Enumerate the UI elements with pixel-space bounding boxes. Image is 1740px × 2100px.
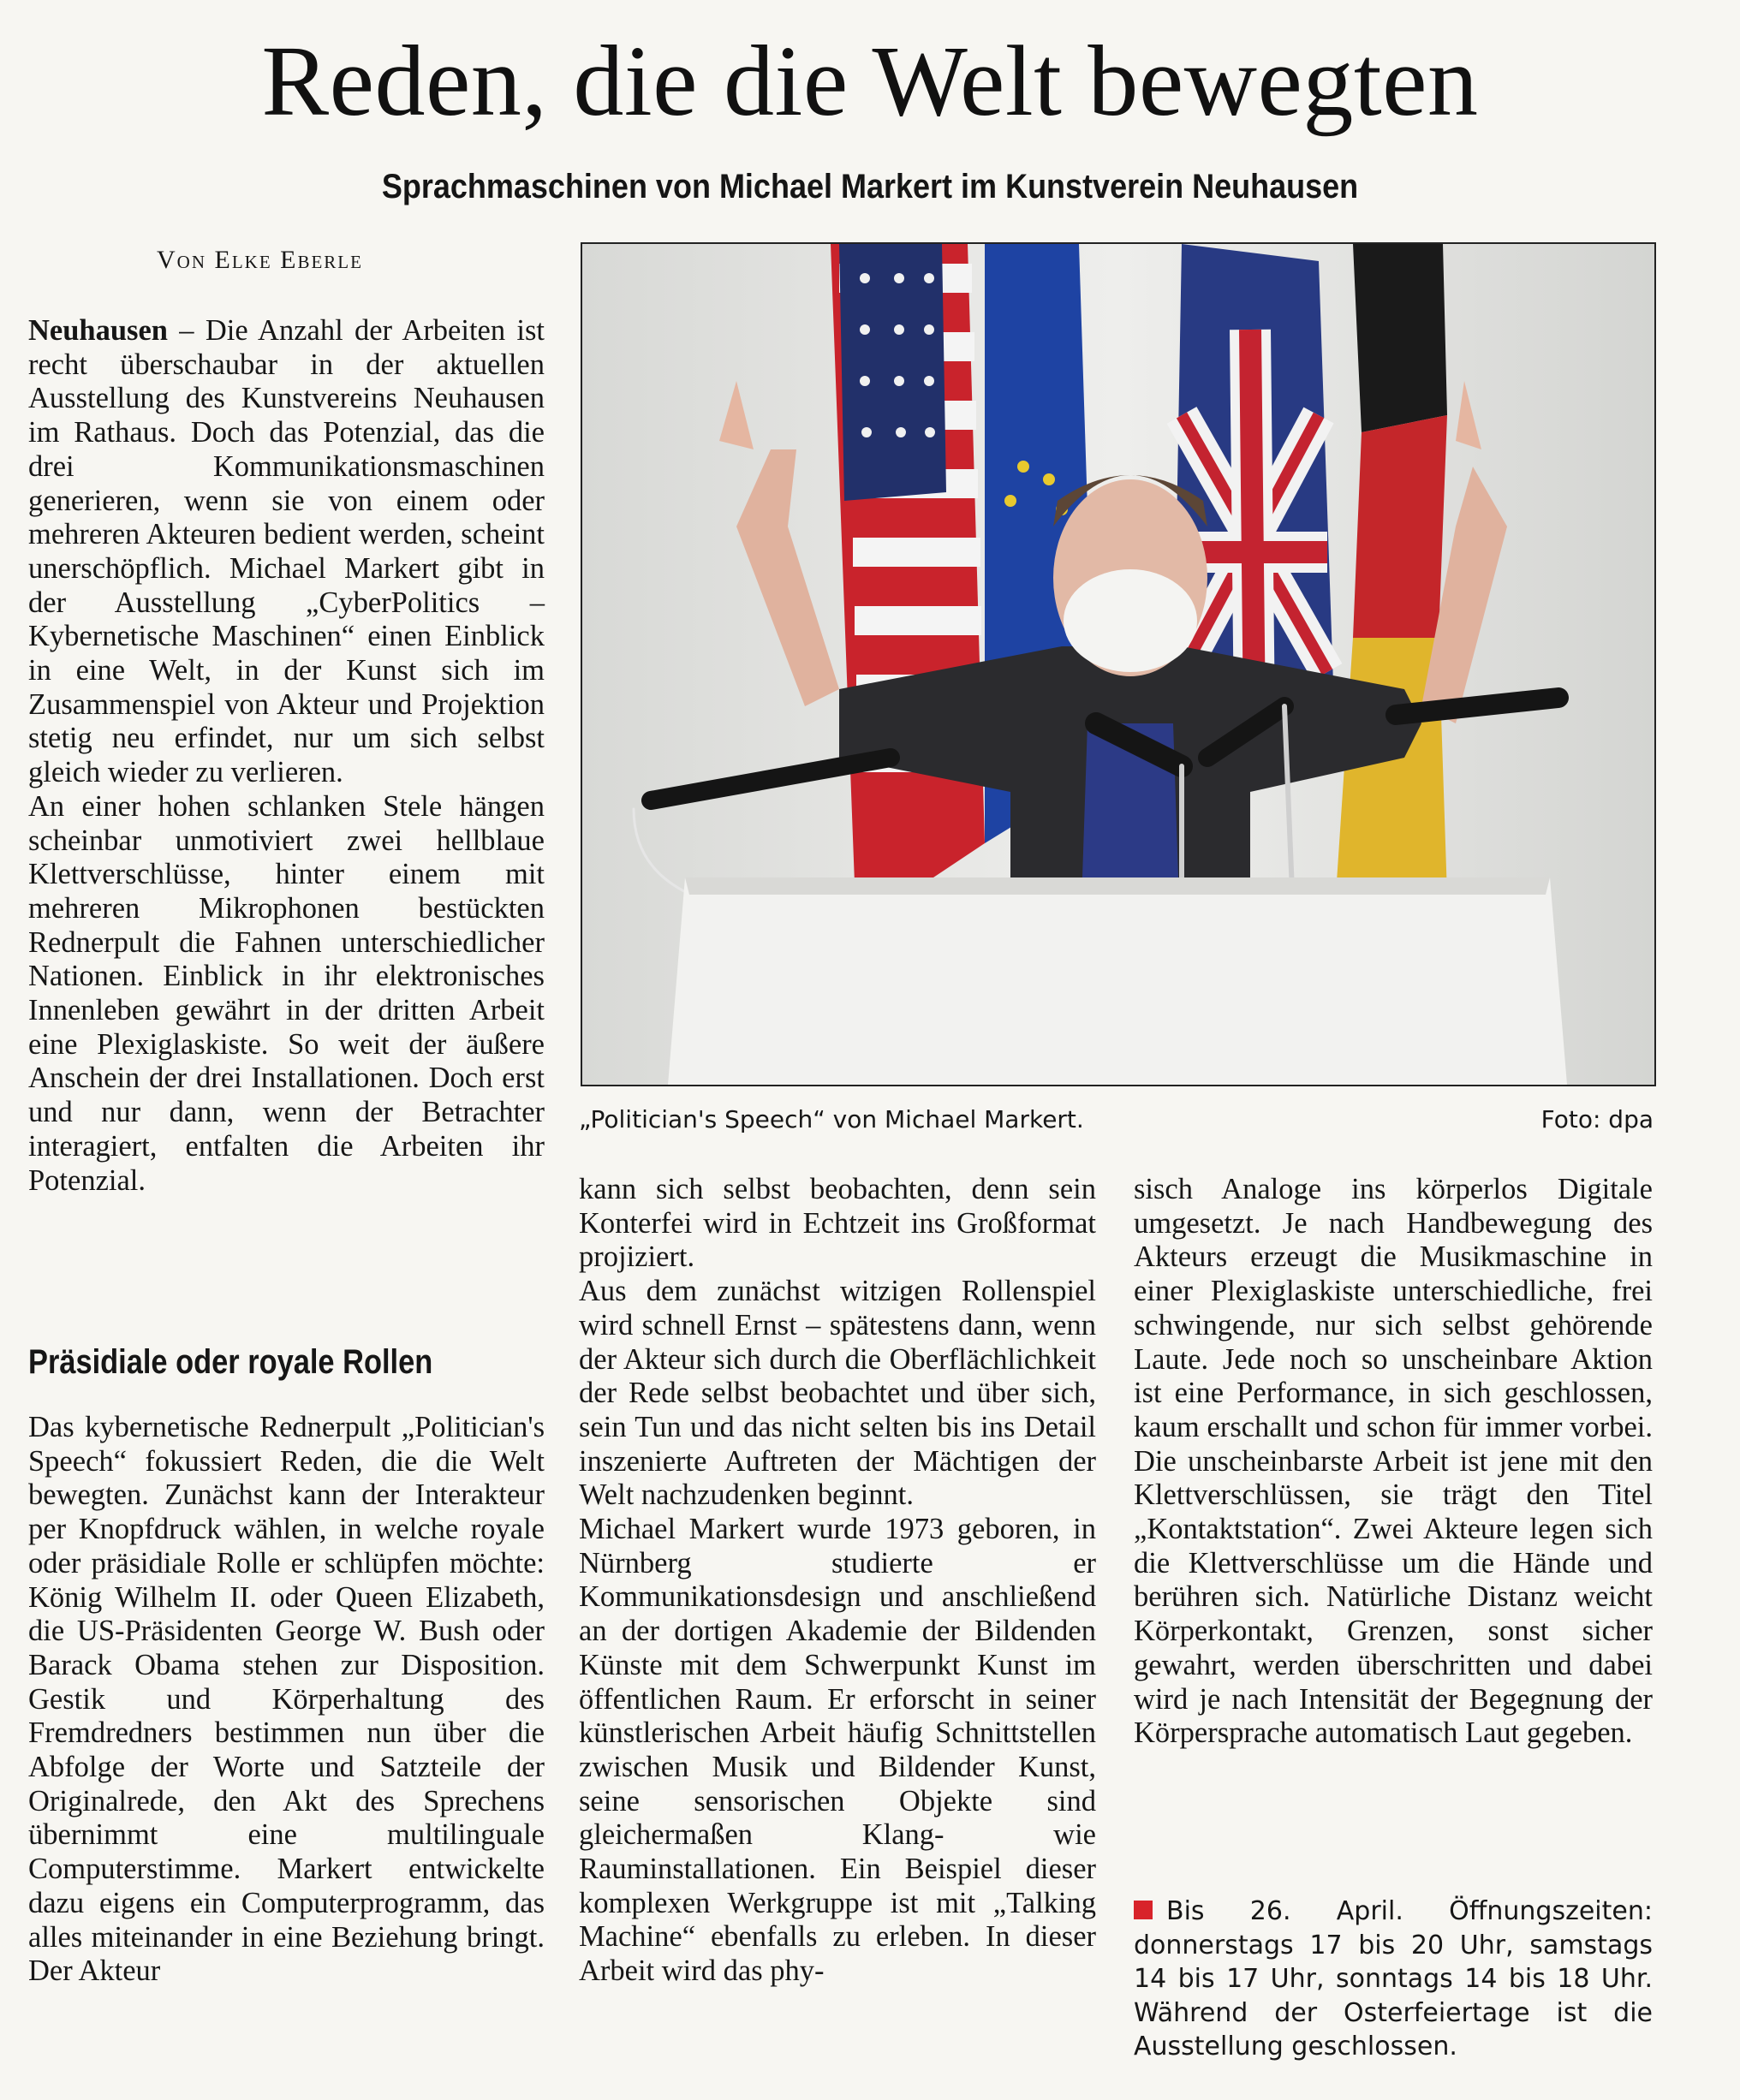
paragraph: kann sich selbst beobachten, denn sein Konterfei wird in Echtzeit ins Großformat projiziert. <box>579 1173 1096 1274</box>
paragraph: Michael Markert wurde 1973 geboren, in Nürnberg studierte er Kommunikationsdesign und anschließend an der dortigen Akademie der Bildenden Künste mit dem Schwerpunkt Kunst im öffentlichen Raum. Er erforscht in seiner künstlerischen Arbeit häufig Schnittstellen zwischen Musik und Bildender Kunst, seine sensorischen Objekte sind gleichermaßen Klang- wie Rauminstallationen. Ein Beispiel dieser komplexen Werkgruppe ist mit „Talking Machine“ ebenfalls zu erleben. In dieser Arbeit wird das phy- <box>579 1513 1096 1988</box>
headline: Reden, die die Welt bewegten <box>261 25 1479 137</box>
section-subheading: Präsidiale oder royale Rollen <box>28 1343 433 1381</box>
paragraph: Aus dem zunächst witzigen Rollenspiel wird schnell Ernst – spätestens dann, wenn der Akteur sich durch die Oberflächlichkeit der Rede selbst beobachtet und über sich, sein Tun und das nicht selten bis ins Detail inszenierte Auftreten der Mächtigen der Welt nachzudenken beginnt. <box>579 1275 1096 1512</box>
article-column-1 <box>28 314 545 1198</box>
article-column-1-lower <box>28 1411 545 1989</box>
photo-credit: Foto: dpa <box>1540 1105 1654 1133</box>
info-text: Bis 26. April. Öffnungszeiten: donnerstags 17 bis 20 Uhr, samstags 14 bis 17 Uhr, sonntags 14 bis 18 Uhr. Während der Osterfeiertage ist die Ausstellung geschlossen. <box>1134 1896 1653 2061</box>
dateline: Neuhausen <box>28 314 168 347</box>
paragraph <box>28 314 545 790</box>
photo-caption <box>579 1103 1654 1137</box>
byline: Von Elke Eberle <box>157 246 363 274</box>
subheadline: Sprachmaschinen von Michael Markert im Kunstverein Neuhausen <box>381 168 1359 205</box>
article-photo <box>581 242 1656 1086</box>
article-column-3 <box>1134 1173 1653 1751</box>
caption-text: „Politician's Speech“ von Michael Markert. <box>579 1105 1084 1133</box>
paragraph: An einer hohen schlanken Stele hängen scheinbar unmotiviert zwei hellblaue Klettverschlüsse, hinter einem mit mehreren Mikrophonen bestückten Rednerpult die Fahnen unterschiedlicher Nationen. Einblick in ihr elektronisches Innenleben gewährt in der dritten Arbeit eine Plexiglaskiste. So weit der äußere Anschein der drei Installationen. Doch erst und nur dann, wenn der Betrachter interagiert, entfalten die Arbeiten ihr Potenzial. <box>28 789 545 1197</box>
paragraph: sisch Analoge ins körperlos Digitale umgesetzt. Je nach Handbewegung des Akteurs erzeugt die Musikmaschine in einer Plexiglaskiste unterschiedliche, frei schwingende, nur sich selbst gehörende Laute. Jede noch so unscheinbare Aktion ist eine Performance, in sich geschlossen, kaum erschallt und schon für immer vorbei. Die unscheinbarste Arbeit ist jene mit den Klettverschlüssen, sie trägt den Titel „Kontaktstation“. Zwei Akteure legen sich die Klettverschlüsse um die Hände und berühren sich. Natürliche Distanz weicht Körperkontakt, Grenzen, sonst sicher gewahrt, werden überschritten und dabei wird je nach Intensität der Begegnung der Körpersprache automatisch Laut gegeben. <box>1134 1173 1653 1750</box>
bullet-square-icon <box>1134 1901 1153 1919</box>
photo-illustration <box>582 244 1654 1085</box>
paragraph: Das kybernetische Rednerpult „Politician's Speech“ fokussiert Reden, die die Welt bewegten. Zunächst kann der Interakteur per Knopfdruck wählen, in welche royale oder präsidiale Rolle er schlüpfen möchte: König Wilhelm II. oder Queen Elizabeth, die US-Präsidenten George W. Bush oder Barack Obama stehen zur Disposition. Gestik und Körperhaltung des Fremdredners bestimmen nun über die Abfolge der Worte und Satzteile der Originalrede, den Akt des Sprechens übernimmt eine multilinguale Computerstimme. Markert entwickelte dazu eigens ein Computerprogramm, das alles miteinander in eine Beziehung bringt. Der Akteur <box>28 1411 545 1988</box>
paragraph-text: – Die Anzahl der Arbeiten ist recht überschaubar in der aktuellen Ausstellung des Kunstvereins Neuhausen im Rathaus. Doch das Potenzial, das die drei Kommunikationsmaschinen generieren, wenn sie von einem oder mehreren Akteuren bedient werden, scheint unerschöpflich. Michael Markert gibt in der Ausstellung „CyberPolitics – Kybernetische Maschinen“ einen Einblick in eine Welt, in der Kunst sich im Zusammenspiel von Akteur und Projektion stetig neu erfindet, nur um sich selbst gleich wieder zu verlieren. <box>28 314 545 789</box>
exhibition-info-box <box>1134 1895 1653 2064</box>
lectern <box>668 877 1567 1085</box>
article-column-2 <box>579 1173 1096 1989</box>
us-flag <box>831 244 985 929</box>
